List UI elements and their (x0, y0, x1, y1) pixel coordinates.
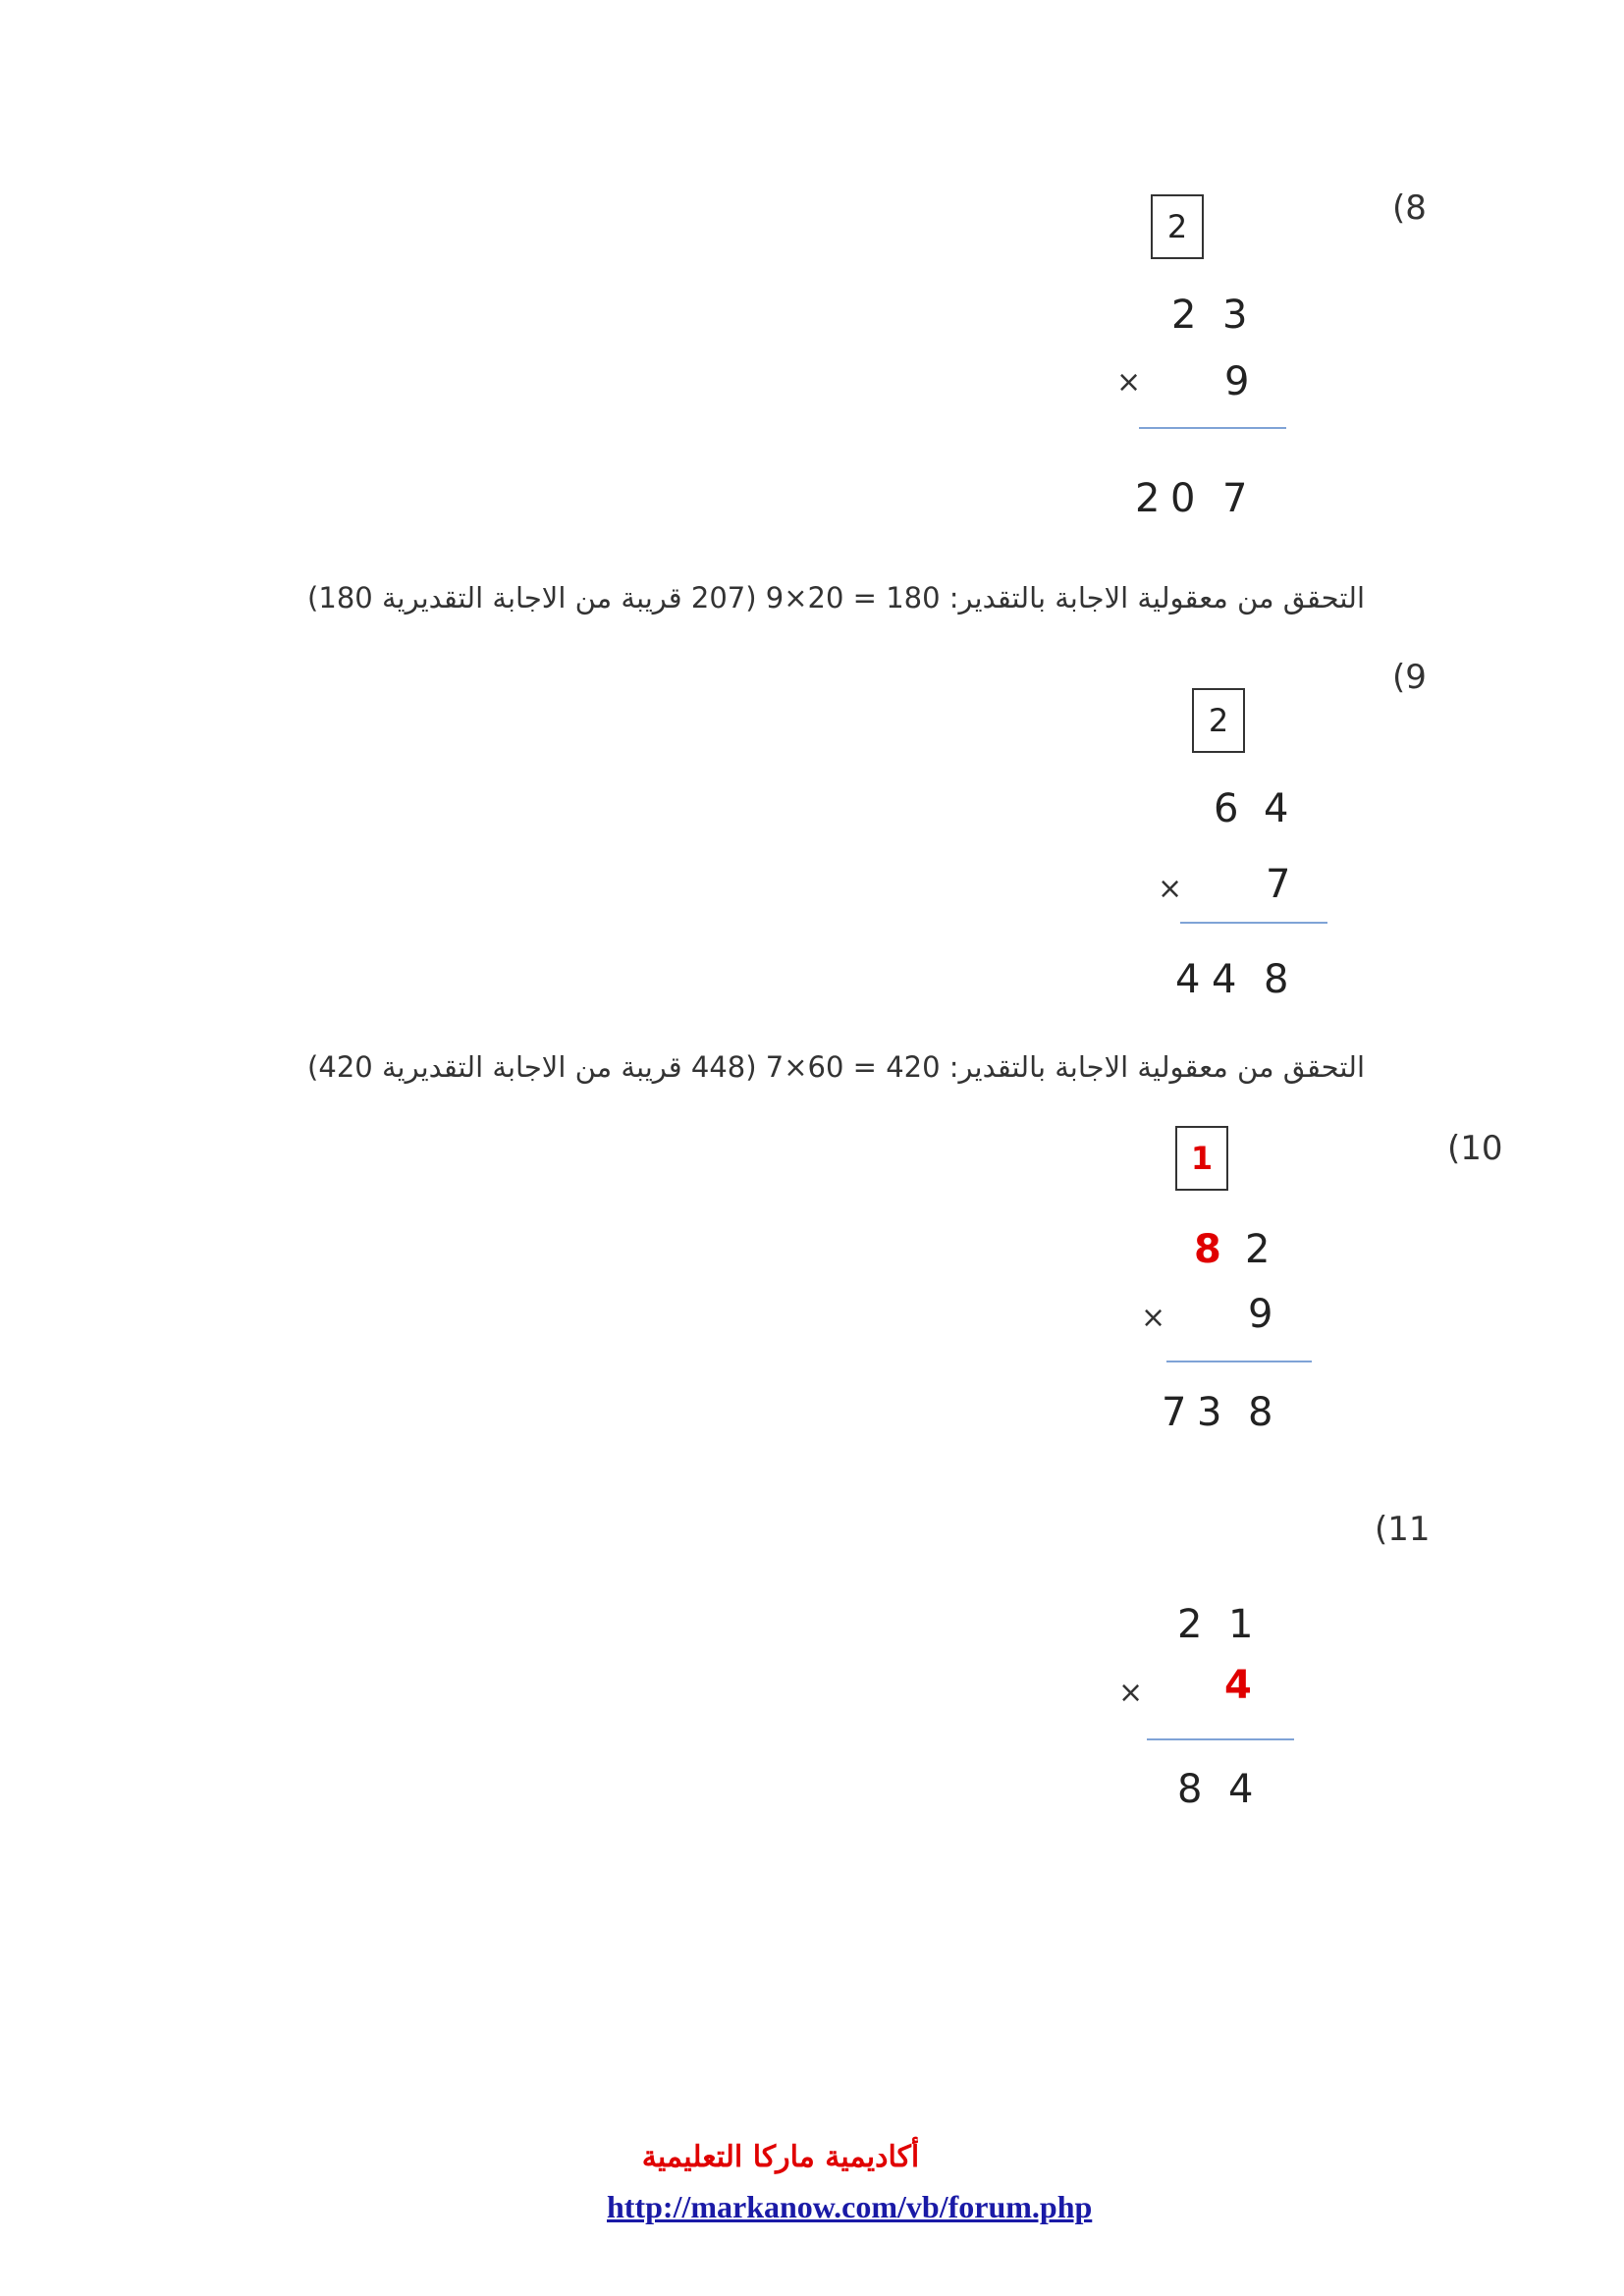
multiply-sign: × (1118, 1676, 1144, 1710)
result-hundreds-digit: 4 (1175, 957, 1201, 1002)
question-number: (9 (1392, 658, 1427, 697)
result-line (1139, 427, 1286, 429)
result-ones-digit: 8 (1248, 1390, 1273, 1435)
top-ones-digit: 2 (1245, 1227, 1271, 1272)
result-tens-digit: 8 (1177, 1767, 1203, 1812)
top-tens-digit: 8 (1194, 1227, 1221, 1272)
top-ones-digit: 3 (1222, 293, 1248, 338)
question-number: (8 (1392, 188, 1427, 228)
footer-title: أكاديمية ماركا التعليمية (641, 2140, 920, 2174)
result-line (1166, 1361, 1312, 1362)
multiply-sign: × (1141, 1301, 1166, 1335)
result-tens-digit: 0 (1170, 476, 1196, 521)
top-tens-digit: 2 (1171, 293, 1197, 338)
result-ones-digit: 8 (1264, 957, 1289, 1002)
carry-box: 1 (1175, 1126, 1228, 1191)
multiply-sign: × (1116, 365, 1142, 400)
estimate-check-text: التحقق من معقولية الاجابة بالتقدير: 180 = 20×9 (207 قريبة من الاجابة التقديرية 180) (307, 581, 1365, 614)
multiplier-digit: 7 (1266, 862, 1291, 907)
result-hundreds-digit: 7 (1162, 1390, 1187, 1435)
result-line (1180, 922, 1327, 924)
carry-box: 2 (1151, 194, 1204, 259)
multiply-sign: × (1158, 872, 1183, 906)
multiplier-digit: 9 (1248, 1292, 1273, 1337)
result-line (1147, 1738, 1294, 1740)
footer-link[interactable]: http://markanow.com/vb/forum.php (607, 2189, 1093, 2224)
multiplier-digit: 4 (1224, 1663, 1252, 1708)
result-ones-digit: 4 (1228, 1767, 1254, 1812)
carry-box: 2 (1192, 688, 1245, 753)
top-ones-digit: 1 (1228, 1602, 1254, 1647)
top-tens-digit: 2 (1177, 1602, 1203, 1647)
question-number: (11 (1375, 1510, 1431, 1549)
result-tens-digit: 3 (1197, 1390, 1222, 1435)
multiplier-digit: 9 (1224, 359, 1250, 404)
result-tens-digit: 4 (1212, 957, 1237, 1002)
result-ones-digit: 7 (1222, 476, 1248, 521)
question-number: (10 (1447, 1129, 1503, 1168)
result-hundreds-digit: 2 (1135, 476, 1161, 521)
top-tens-digit: 6 (1214, 786, 1239, 831)
estimate-check-text: التحقق من معقولية الاجابة بالتقدير: 420 = 60×7 (448 قريبة من الاجابة التقديرية 420) (307, 1050, 1365, 1084)
top-ones-digit: 4 (1264, 786, 1289, 831)
